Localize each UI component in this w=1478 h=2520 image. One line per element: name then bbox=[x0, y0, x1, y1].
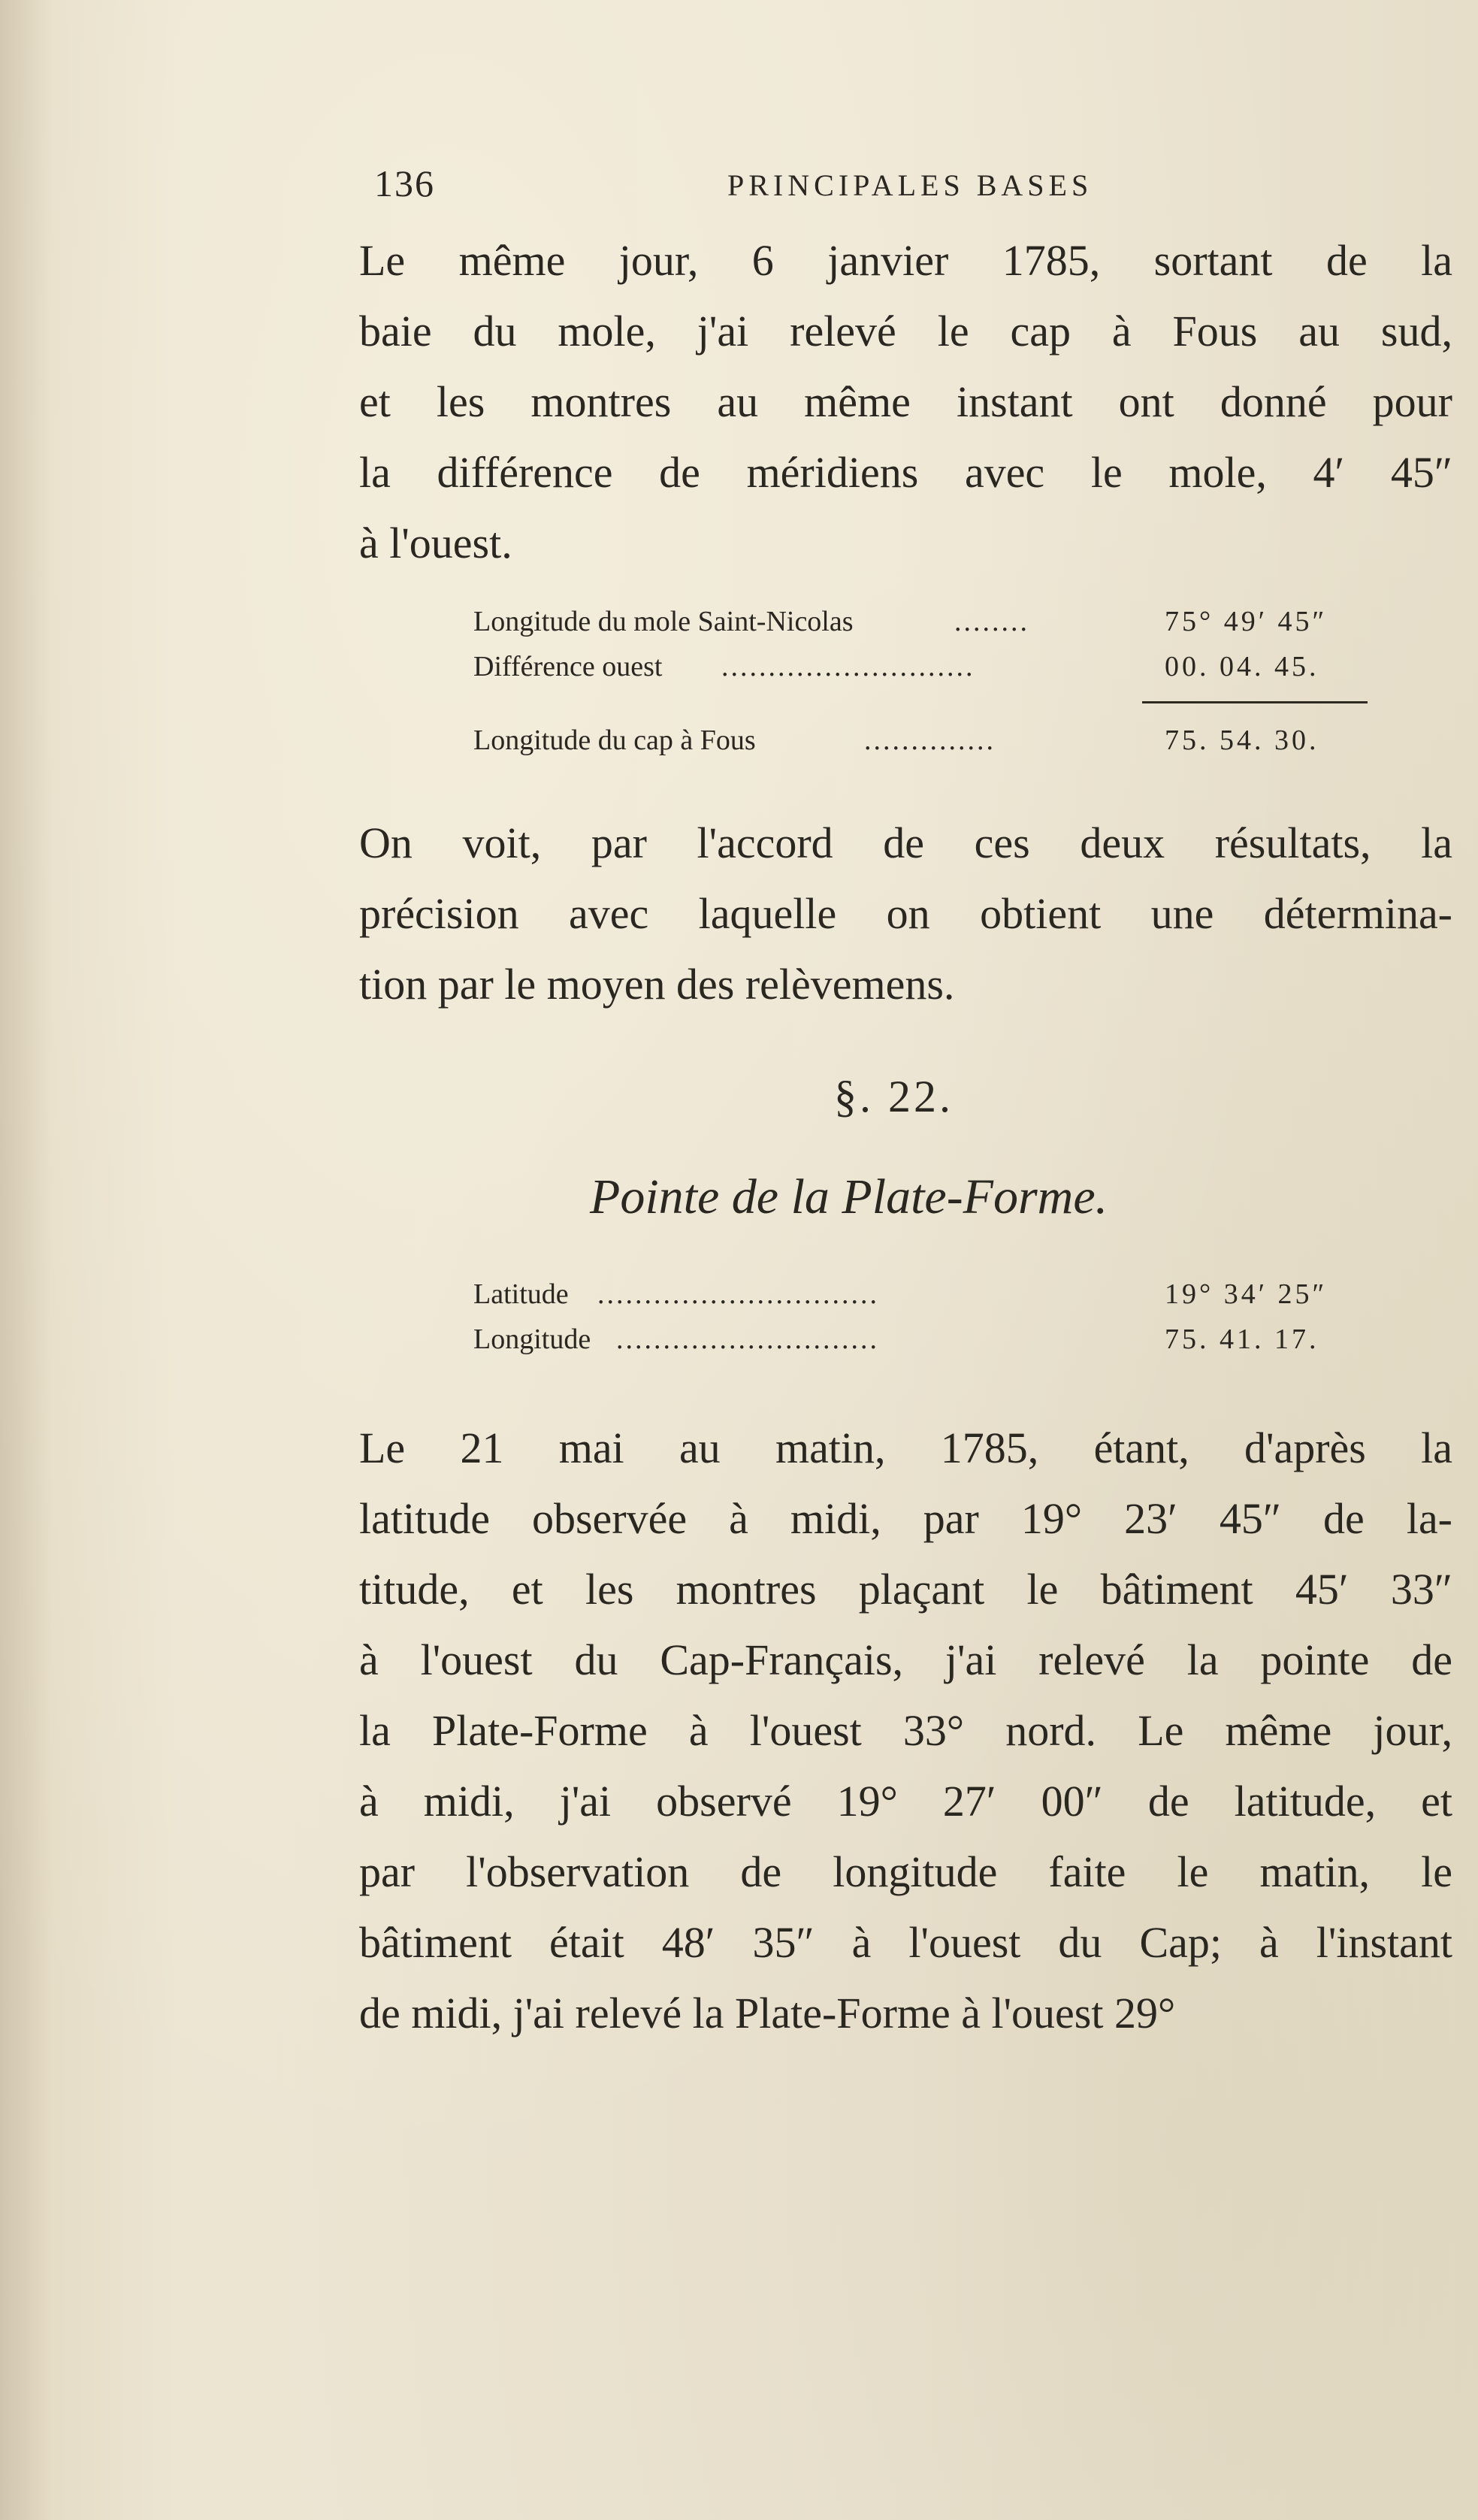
table-row-label: Longitude bbox=[473, 1324, 591, 1355]
paragraph-1 bbox=[359, 225, 1452, 579]
paragraph-line: baie du mole, j'ai relevé le cap à Fous au sud, bbox=[359, 307, 1452, 355]
gutter-shadow bbox=[0, 0, 53, 2520]
table-row-value: 75. 41. 17. bbox=[1165, 1324, 1319, 1355]
table-row-label: Longitude du cap à Fous bbox=[473, 725, 756, 756]
paragraph-line: Le même jour, 6 janvier 1785, sortant de la bbox=[359, 236, 1452, 285]
paragraph-3 bbox=[359, 1413, 1452, 2049]
table-row bbox=[473, 724, 1368, 769]
leader-dots: ............................ bbox=[616, 1324, 879, 1355]
table-row-value: 75. 54. 30. bbox=[1165, 725, 1319, 756]
paragraph-line: à l'ouest. bbox=[359, 519, 512, 567]
paragraph-line: précision avec laquelle on obtient une détermina- bbox=[359, 889, 1452, 938]
table-row-label: Différence ouest bbox=[473, 651, 663, 682]
paragraph-line: la Plate-Forme à l'ouest 33° nord. Le même jour, bbox=[359, 1706, 1452, 1755]
paragraph-2 bbox=[359, 808, 1452, 1020]
leader-dots: ........ bbox=[954, 606, 1029, 637]
paragraph-line: et les montres au même instant ont donné pour bbox=[359, 377, 1452, 426]
table-row bbox=[473, 605, 1368, 650]
paragraph-line: bâtiment était 48′ 35″ à l'ouest du Cap; à l'instant bbox=[359, 1918, 1452, 1967]
paragraph-line: la différence de méridiens avec le mole, 4′ 45″ bbox=[359, 448, 1452, 497]
sum-rule bbox=[1142, 701, 1368, 703]
paragraph-line: à l'ouest du Cap-Français, j'ai relevé la pointe de bbox=[359, 1635, 1452, 1684]
paragraph-line: Le 21 mai au matin, 1785, étant, d'après la bbox=[359, 1423, 1452, 1472]
page-number: 136 bbox=[374, 162, 435, 204]
paragraph-line: tion par le moyen des relèvemens. bbox=[359, 960, 955, 1009]
table-row bbox=[473, 650, 1368, 695]
paragraph-line: de midi, j'ai relevé la Plate-Forme à l'ouest 29° bbox=[359, 1989, 1176, 2037]
table-row-label: Latitude bbox=[473, 1278, 569, 1310]
leader-dots: ........................... bbox=[721, 651, 975, 682]
paragraph-line: On voit, par l'accord de ces deux résultats, la bbox=[359, 818, 1452, 867]
table-row bbox=[473, 1323, 1368, 1368]
table-row-value: 75° 49′ 45″ bbox=[1165, 606, 1328, 637]
paragraph-line: par l'observation de longitude faite le matin, le bbox=[359, 1847, 1452, 1896]
leader-dots: .............................. bbox=[597, 1278, 879, 1310]
longitude-table bbox=[473, 605, 1368, 769]
section-title: Pointe de la Plate-Forme. bbox=[590, 1169, 1108, 1224]
leader-dots: .............. bbox=[864, 725, 996, 756]
table-row bbox=[473, 1278, 1368, 1323]
table-row-value: 19° 34′ 25″ bbox=[1165, 1278, 1328, 1310]
paragraph-line: à midi, j'ai observé 19° 27′ 00″ de latitude, et bbox=[359, 1777, 1452, 1826]
section-number: §. 22. bbox=[834, 1072, 954, 1121]
running-head: PRINCIPALES BASES bbox=[727, 168, 1093, 202]
table-row-value: 00. 04. 45. bbox=[1165, 651, 1319, 682]
table-row-label: Longitude du mole Saint-Nicolas bbox=[473, 606, 854, 637]
coordinates-table bbox=[473, 1278, 1368, 1368]
page-header bbox=[359, 162, 1452, 214]
paragraph-line: titude, et les montres plaçant le bâtiment 45′ 33″ bbox=[359, 1565, 1452, 1614]
paragraph-line: latitude observée à midi, par 19° 23′ 45″ de la- bbox=[359, 1494, 1452, 1543]
